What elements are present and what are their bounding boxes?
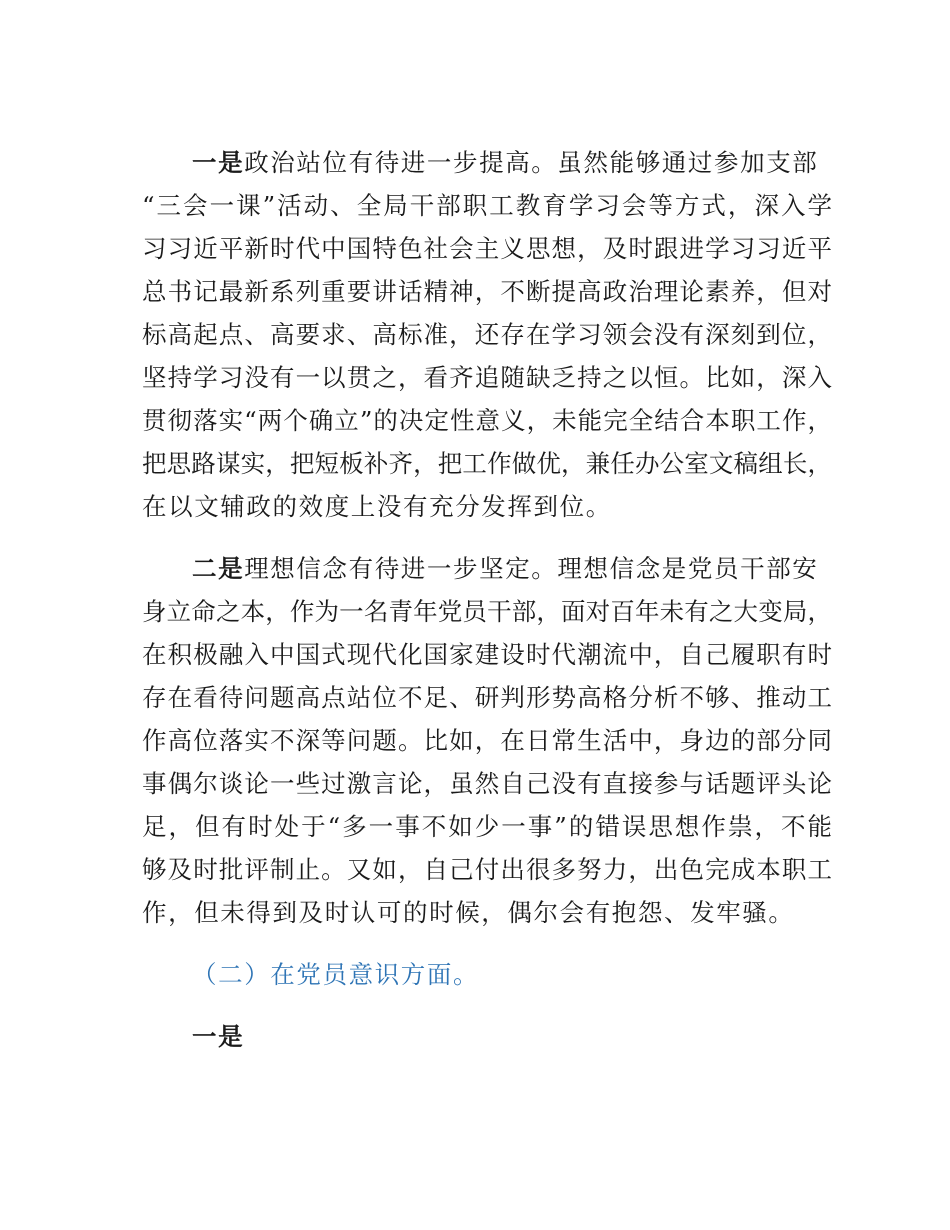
paragraph-2-text: 理想信念有待进一步坚定。理想信念是党员干部安 bbox=[244, 554, 819, 583]
paragraph-1-line-2: “三会一课”活动、全局干部职工教育学习会等方式，深入学 bbox=[142, 191, 832, 220]
paragraph-2-line-3: 在积极融入中国式现代化国家建设时代潮流中，自己履职有时 bbox=[142, 640, 832, 669]
paragraph-2-line-4: 存在看待问题高点站位不足、研判形势高格分析不够、推动工 bbox=[142, 683, 832, 712]
paragraph-1-line-9: 在以文辅政的效度上没有充分发挥到位。 bbox=[142, 492, 612, 521]
paragraph-2-line-6: 事偶尔谈论一些过激言论，虽然自己没有直接参与话题评头论 bbox=[142, 769, 832, 798]
paragraph-2-line-7: 足，但有时处于“多一事不如少一事”的错误思想作祟，不能 bbox=[142, 812, 832, 841]
paragraph-1-text: 政治站位有待进一步提高。虽然能够通过参加支部 bbox=[244, 148, 819, 177]
paragraph-2-line-9: 作，但未得到及时认可的时候，偶尔会有抱怨、发牢骚。 bbox=[142, 898, 795, 927]
paragraph-1-line-5: 标高起点、高要求、高标准，还存在学习领会没有深刻到位， bbox=[142, 320, 832, 349]
paragraph-2-line-8: 够及时批评制止。又如，自己付出很多努力，出色完成本职工 bbox=[142, 855, 832, 884]
paragraph-3-lead: 一是 bbox=[192, 1022, 245, 1051]
paragraph-2-line-1 bbox=[192, 552, 832, 586]
paragraph-1-line-6: 坚持学习没有一以贯之，看齐追随缺乏持之以恒。比如，深入 bbox=[142, 363, 832, 392]
paragraph-2-line-5: 作高位落实不深等问题。比如，在日常生活中，身边的部分同 bbox=[142, 726, 832, 755]
paragraph-1-line-3: 习习近平新时代中国特色社会主义思想，及时跟进学习习近平 bbox=[142, 234, 832, 263]
paragraph-2-line-2: 身立命之本，作为一名青年党员干部，面对百年未有之大变局， bbox=[142, 597, 832, 626]
paragraph-2-lead: 二是 bbox=[192, 554, 245, 583]
section-heading: （二）在党员意识方面。 bbox=[192, 960, 480, 989]
paragraph-1-line-1 bbox=[192, 146, 832, 180]
paragraph-1-line-7: 贯彻落实“两个确立”的决定性意义，未能完全结合本职工作， bbox=[142, 406, 832, 435]
paragraph-3-line-1 bbox=[192, 1020, 832, 1054]
paragraph-1-line-8: 把思路谋实，把短板补齐，把工作做优，兼任办公室文稿组长， bbox=[142, 449, 832, 478]
paragraph-1-lead: 一是 bbox=[192, 148, 245, 177]
paragraph-1-line-4: 总书记最新系列重要讲话精神，不断提高政治理论素养，但对 bbox=[142, 277, 832, 306]
